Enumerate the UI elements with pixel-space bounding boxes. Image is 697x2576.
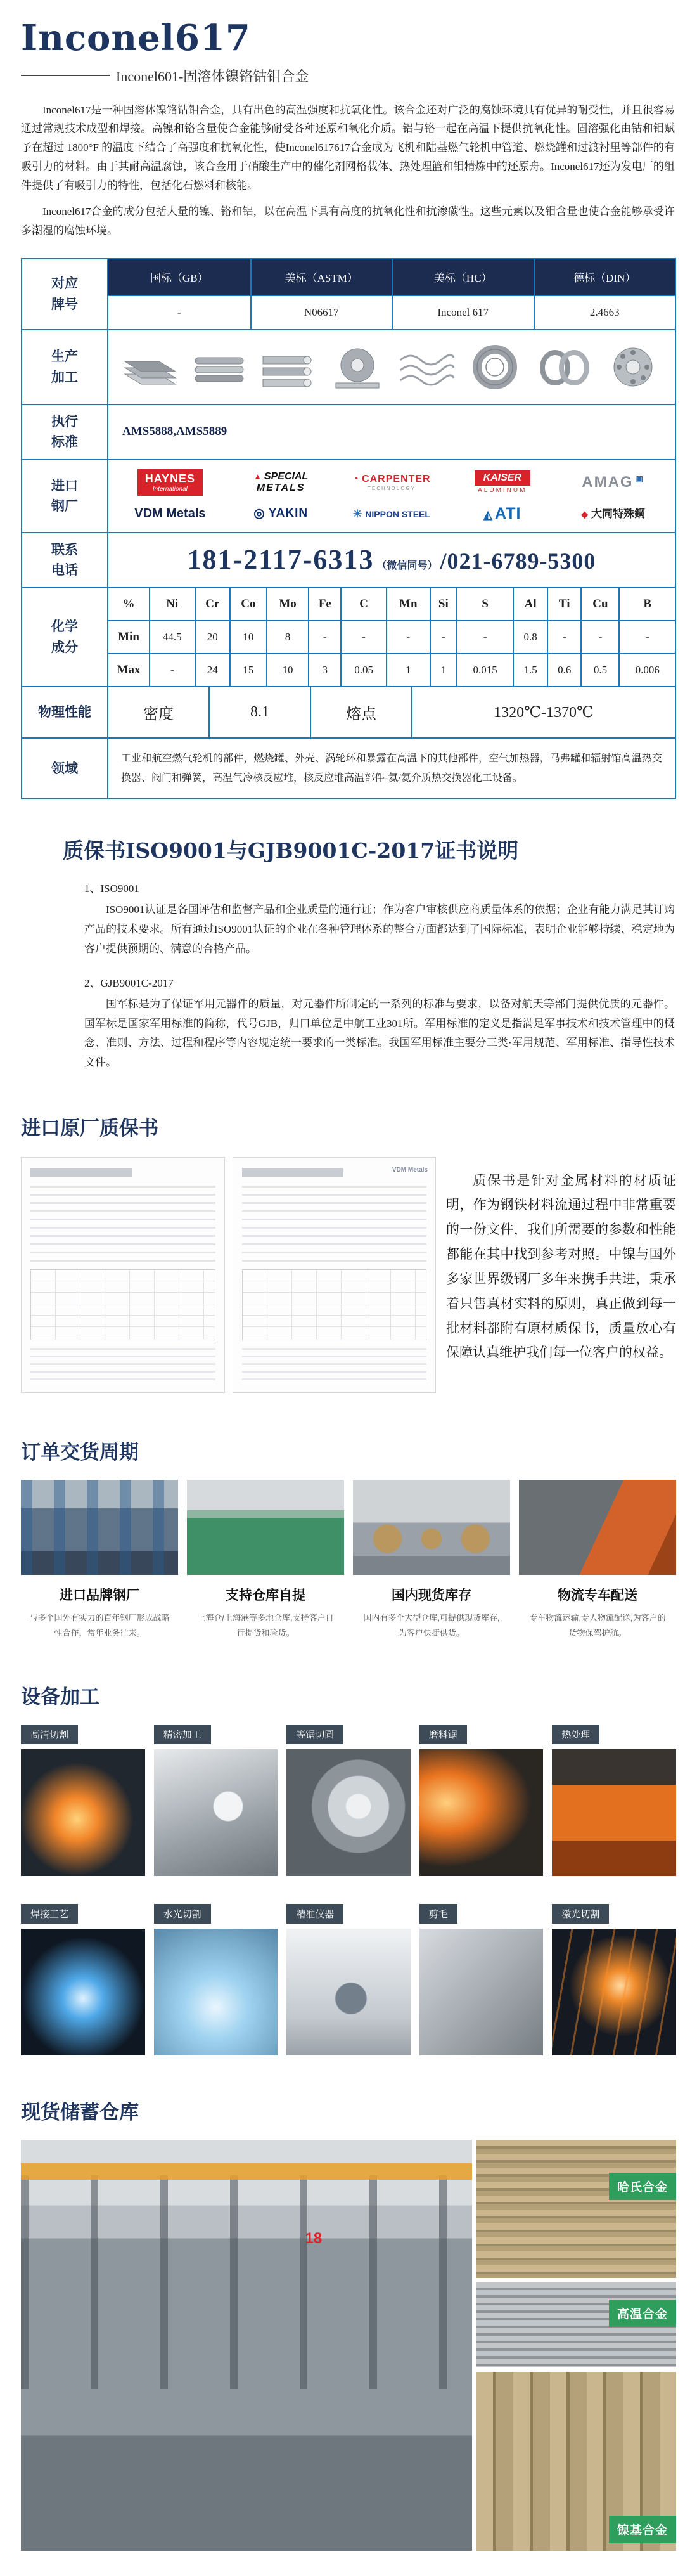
alloy-plate-stack-photo-1 xyxy=(476,2140,676,2278)
chem-col-b: B xyxy=(619,588,675,621)
phone-row-label: 联系电话 xyxy=(22,533,108,587)
page-subtitle xyxy=(21,66,675,86)
mills-row-label: 进口钢厂 xyxy=(22,460,108,532)
cert-item-1-heading: 1、ISO9001 xyxy=(84,883,139,895)
grade-value-din: 2.4663 xyxy=(534,296,675,329)
chem-col-cr: Cr xyxy=(195,588,230,621)
delivery-card-pickup xyxy=(187,1480,344,1641)
welding-photo xyxy=(21,1929,145,2055)
phone-wechat-note: （微信同号） xyxy=(376,560,438,571)
cert-item-2-heading: 2、GJB9001C-2017 xyxy=(84,977,174,990)
chemistry-header-row xyxy=(108,588,675,621)
equipment-label: 精准仪器 xyxy=(286,1904,343,1924)
delivery-section xyxy=(21,1436,676,1641)
heat-treatment-photo xyxy=(552,1749,676,1876)
equipment-tile-precision-machining xyxy=(154,1725,278,1876)
equipment-label: 磨料锯 xyxy=(419,1725,467,1744)
equipment-tile-heat-treatment xyxy=(552,1725,676,1876)
contact-phone xyxy=(108,533,675,587)
chem-col-ti: Ti xyxy=(547,588,582,621)
waterjet-photo xyxy=(154,1929,278,2055)
aisle-number: 18 xyxy=(305,2230,323,2248)
chem-col-s: S xyxy=(457,588,514,621)
vdm-metals-logo: VDM Metals xyxy=(134,507,206,521)
equipment-label: 焊接工艺 xyxy=(21,1904,78,1924)
standard-row-label: 执行标准 xyxy=(22,405,108,459)
equipment-tile-waterjet xyxy=(154,1904,278,2055)
physical-cells xyxy=(108,687,675,737)
delivery-card-desc: 国内有多个大型仓库,可提供现货库存,为客户快捷供货。 xyxy=(363,1612,500,1638)
equipment-tile-welding xyxy=(21,1904,145,2055)
cert-item-2-text: 国军标是为了保证军用元器件的质量，对元器件所制定的一系列的标准与要求，以备对航天等部门提供优质的元器件。国军标是国家军用标准的简称，代号GJB，归口单位是中航工业301所。军用标准的定义是指满足军事技术和技术管理中的概念、准则、方法、过程和程序等内容规定统一要求的一类标准。我国军用标准主要分三类·军用规范、军用标准、指导性技术文件。 xyxy=(84,998,675,1068)
cert-section-title: 质保书ISO9001与GJB9001C-2017证书说明 xyxy=(63,838,519,864)
coil-icon xyxy=(464,342,525,392)
precision-machining-photo xyxy=(154,1749,278,1876)
grade-header-gb: 国标（GB） xyxy=(108,259,250,296)
delivery-card-stock xyxy=(353,1480,510,1641)
phone-number-landline: /021-6789-5300 xyxy=(440,548,596,574)
cert-item-1-text: ISO9001认证是各国评估和监督产品和企业质量的通行证；作为客户审核供应商质量体系的依据；企业有能力满足其订购产品的技术要求。所有通过ISO9001认证的企业在各种管理体系的整合方面都达到了国际标准，表明企业能够持续、稳定地为客户提供预期的、满意的合格产品。 xyxy=(84,903,675,955)
physical-row-label: 物理性能 xyxy=(22,687,108,737)
equipment-section xyxy=(21,1681,676,2055)
density-label: 密度 xyxy=(108,687,210,737)
phone-row xyxy=(22,532,675,587)
mill-logos xyxy=(108,460,675,532)
steel-mill-photo xyxy=(21,1480,178,1575)
shearing-photo xyxy=(419,1929,544,2055)
tube-icon xyxy=(258,342,319,392)
abrasive-saw-photo xyxy=(419,1749,544,1876)
chem-col-cu: Cu xyxy=(581,588,619,621)
warehouse-side-photos xyxy=(476,2140,676,2551)
delivery-card-title: 支持仓库自提 xyxy=(226,1588,305,1603)
grade-header-astm: 美标（ASTM） xyxy=(250,259,392,296)
hastelloy-badge: 哈氏合金 xyxy=(609,2173,676,2200)
chem-col-co: Co xyxy=(230,588,267,621)
standard-value: AMS5888,AMS5889 xyxy=(122,425,227,439)
doc-text-lines xyxy=(242,1186,427,1262)
delivery-card-desc: 专车物流运输,专人物流配送,为客户的货物保驾护航。 xyxy=(529,1612,666,1638)
carpenter-logo: ◔ CARPENTER TECHNOLOGY xyxy=(352,474,430,491)
instrument-photo xyxy=(286,1929,411,2055)
warranty-section xyxy=(21,1112,676,1393)
warranty-certificate-doc-1 xyxy=(21,1157,225,1393)
kaiser-logo: KAISER ALUMINUM xyxy=(475,470,530,495)
nippon-steel-logo: ✳ NIPPON STEEL xyxy=(353,508,430,521)
nickel-alloy-badge: 镍基合金 xyxy=(609,2516,676,2543)
chem-col-si: Si xyxy=(430,588,457,621)
delivery-card-title: 国内现货库存 xyxy=(392,1588,471,1603)
amag-logo: AMAG ▣ xyxy=(582,474,644,491)
equipment-label: 高清切割 xyxy=(21,1725,78,1744)
chem-col-ni: Ni xyxy=(150,588,195,621)
chem-col-al: Al xyxy=(513,588,547,621)
chemistry-min-row: Min 44.5 20 10 8 - - - - - 0.8 - - - xyxy=(108,621,675,654)
chemistry-row xyxy=(22,587,675,686)
grade-grid xyxy=(108,259,675,329)
chem-col-fe: Fe xyxy=(309,588,341,621)
sheet-plate-icon xyxy=(120,342,181,392)
ring-icon xyxy=(534,342,594,392)
grade-value-astm: N06617 xyxy=(250,296,392,329)
plasma-cutting-photo xyxy=(21,1749,145,1876)
chem-col-mo: Mo xyxy=(267,588,309,621)
standard-row xyxy=(22,404,675,459)
equipment-tile-plasma-cutting xyxy=(21,1725,145,1876)
equipment-tile-saw-circle xyxy=(286,1725,411,1876)
equipment-tile-laser-cutting xyxy=(552,1904,676,2055)
processing-row xyxy=(22,329,675,404)
warranty-section-title: 进口原厂质保书 xyxy=(21,1116,158,1140)
application-text: 工业和航空燃气轮机的部件，燃烧罐、外壳、涡轮环和暴露在高温下的其他部件，空气加热器，马弗罐和辐射馆高温热交换器、阀门和弹簧，高温气冷核反应堆，核反应堆高温部件-氦/氦介质热交换器化工设备。 xyxy=(121,753,662,784)
equipment-label: 精密加工 xyxy=(154,1725,211,1744)
daido-steel-logo: ◆ 大同特殊鋼 xyxy=(581,508,645,521)
grade-value-gb: - xyxy=(177,306,181,318)
delivery-card-mill xyxy=(21,1480,178,1641)
intro-paragraph-1: Inconel617是一种固溶体镍铬钴钼合金，具有出色的高温强度和抗氧化性。该合金还对广泛的腐蚀环境具有优异的耐受性，并且很容易通过常规技术成型和焊接。高镍和铬含量使合金能够耐受各种还原和氧化介质。铝与铬一起在高温下提供抗氧化性。固溶强化由钴和钼赋予在超过 1800°F 的温度下结合了高强度和抗氧化性，使Inconel617617合金成为飞机和陆基燃气轮机中管道、燃烧罐和过渡衬里等部件的有吸引力的材料。由于其耐高温腐蚀，该合金用于硝酸生产中的催化剂网格载体、热处理篮和钼精炼中的还原舟。Inconel617还为发电厂的组件提供了有吸引力的特性，包括化石燃料和核能。 xyxy=(21,103,675,191)
cert-explanation-section xyxy=(21,834,675,1072)
doc-text-lines-2 xyxy=(30,1348,215,1385)
chemistry-table xyxy=(108,588,675,686)
warehouse-section xyxy=(21,2096,676,2551)
delivery-card-desc: 上海仓/上海港等多地仓库,支持客户自行提货和验货。 xyxy=(197,1612,334,1638)
doc-header-bar xyxy=(242,1168,343,1177)
chem-col-c: C xyxy=(341,588,387,621)
chem-col-pct: % xyxy=(108,588,150,621)
warehouse-pickup-photo xyxy=(187,1480,344,1575)
special-metals-logo: ▲ SPECIAL METALS xyxy=(253,471,308,495)
strip-coil-icon xyxy=(327,342,388,392)
laser-cutting-photo xyxy=(552,1929,676,2055)
equipment-tile-instrument xyxy=(286,1904,411,2055)
superalloy-badge: 高温合金 xyxy=(609,2300,676,2327)
doc-header-bar xyxy=(30,1168,132,1177)
delivery-card-title: 物流专车配送 xyxy=(558,1588,637,1603)
equipment-section-title: 设备加工 xyxy=(21,1685,99,1709)
melting-point-value: 1320℃-1370℃ xyxy=(494,704,594,721)
application-row-label: 领域 xyxy=(22,739,108,798)
processing-row-label: 生产加工 xyxy=(22,330,108,404)
intro-paragraph-2: Inconel617合金的成分包括大量的镍、铬和铝，以在高温下具有高度的抗氧化性和抗渗碳性。这些元素以及钼含量也使合金能够承受许多潮湿的腐蚀环境。 xyxy=(21,205,675,237)
flange-icon xyxy=(603,342,663,392)
delivery-card-desc: 与多个国外有实力的百年钢厂形成战略性合作，常年业务往来。 xyxy=(29,1612,170,1638)
subtitle-dash-line xyxy=(21,75,110,76)
melting-point-label: 熔点 xyxy=(311,687,412,737)
logistics-truck-photo xyxy=(519,1480,676,1575)
round-bar-icon xyxy=(189,342,250,392)
delivery-section-title: 订单交货周期 xyxy=(21,1440,139,1464)
physical-row xyxy=(22,686,675,737)
equipment-label: 剪毛 xyxy=(419,1904,457,1924)
doc-text-lines xyxy=(30,1186,215,1262)
doc-data-grid xyxy=(242,1269,427,1340)
equipment-label: 热处理 xyxy=(552,1725,599,1744)
equipment-label: 水光切割 xyxy=(154,1904,211,1924)
warehouse-main-photo xyxy=(21,2140,472,2551)
equipment-label: 等锯切圆 xyxy=(286,1725,343,1744)
chem-col-mn: Mn xyxy=(387,588,430,621)
grade-header-hc: 美标（HC） xyxy=(392,259,534,296)
spec-table xyxy=(21,258,676,800)
equipment-label: 激光切割 xyxy=(552,1904,609,1924)
warranty-certificate-images xyxy=(21,1157,436,1393)
grade-header-din: 德标（DIN） xyxy=(534,259,675,296)
phone-number-mobile: 181-2117-6313 xyxy=(187,543,374,575)
domestic-stock-photo xyxy=(353,1480,510,1575)
mills-row xyxy=(22,459,675,532)
chemistry-table-wrap xyxy=(108,588,675,686)
warranty-certificate-doc-2 xyxy=(233,1157,437,1393)
wire-icon xyxy=(395,342,456,392)
warranty-description-text: 质保书是针对金属材料的材质证明，作为钢铁材料流通过程中非常重要的一份文件，我们所需要的参数和性能都能在其中找到参考对照。中镍与国外多家世界级钢厂多年来携手共进，秉承着只售真材实料的原则，真正做到每一批材料都附有原材质保书，质量放心有保障认真维护我们每一位客户的权益。 xyxy=(446,1172,676,1361)
doc-data-grid xyxy=(30,1269,215,1340)
chemistry-max-row: Max - 24 15 10 3 0.05 1 1 0.015 1.5 0.6 0.5 0.006 xyxy=(108,654,675,686)
delivery-card-title: 进口品牌钢厂 xyxy=(60,1588,139,1603)
equipment-tile-shearing xyxy=(419,1904,544,2055)
grade-row xyxy=(22,259,675,329)
haynes-logo: HAYNES International xyxy=(137,469,203,496)
yakin-logo: ◎ YAKIN xyxy=(253,507,308,521)
ati-logo: ◭ ATI xyxy=(483,505,521,523)
grade-row-label: 对应牌号 xyxy=(22,259,108,329)
page-header xyxy=(0,0,697,86)
density-value: 8.1 xyxy=(210,687,311,737)
grade-value-hc: Inconel 617 xyxy=(392,296,534,329)
warehouse-section-title: 现货储蓄仓库 xyxy=(21,2100,139,2124)
delivery-card-logistics xyxy=(519,1480,676,1641)
doc-text-lines-2 xyxy=(242,1348,427,1385)
subtitle-text: Inconel601-固溶体镍铬钴钼合金 xyxy=(116,68,309,84)
saw-circle-photo xyxy=(286,1749,411,1876)
intro-section xyxy=(0,86,697,240)
application-row xyxy=(22,737,675,798)
chemistry-row-label: 化学成分 xyxy=(22,588,108,686)
vdm-metals-doc-label: VDM Metals xyxy=(392,1166,428,1174)
equipment-tile-abrasive-saw xyxy=(419,1725,544,1876)
page-title: Inconel617 xyxy=(21,17,251,59)
processing-product-photos xyxy=(108,330,675,404)
